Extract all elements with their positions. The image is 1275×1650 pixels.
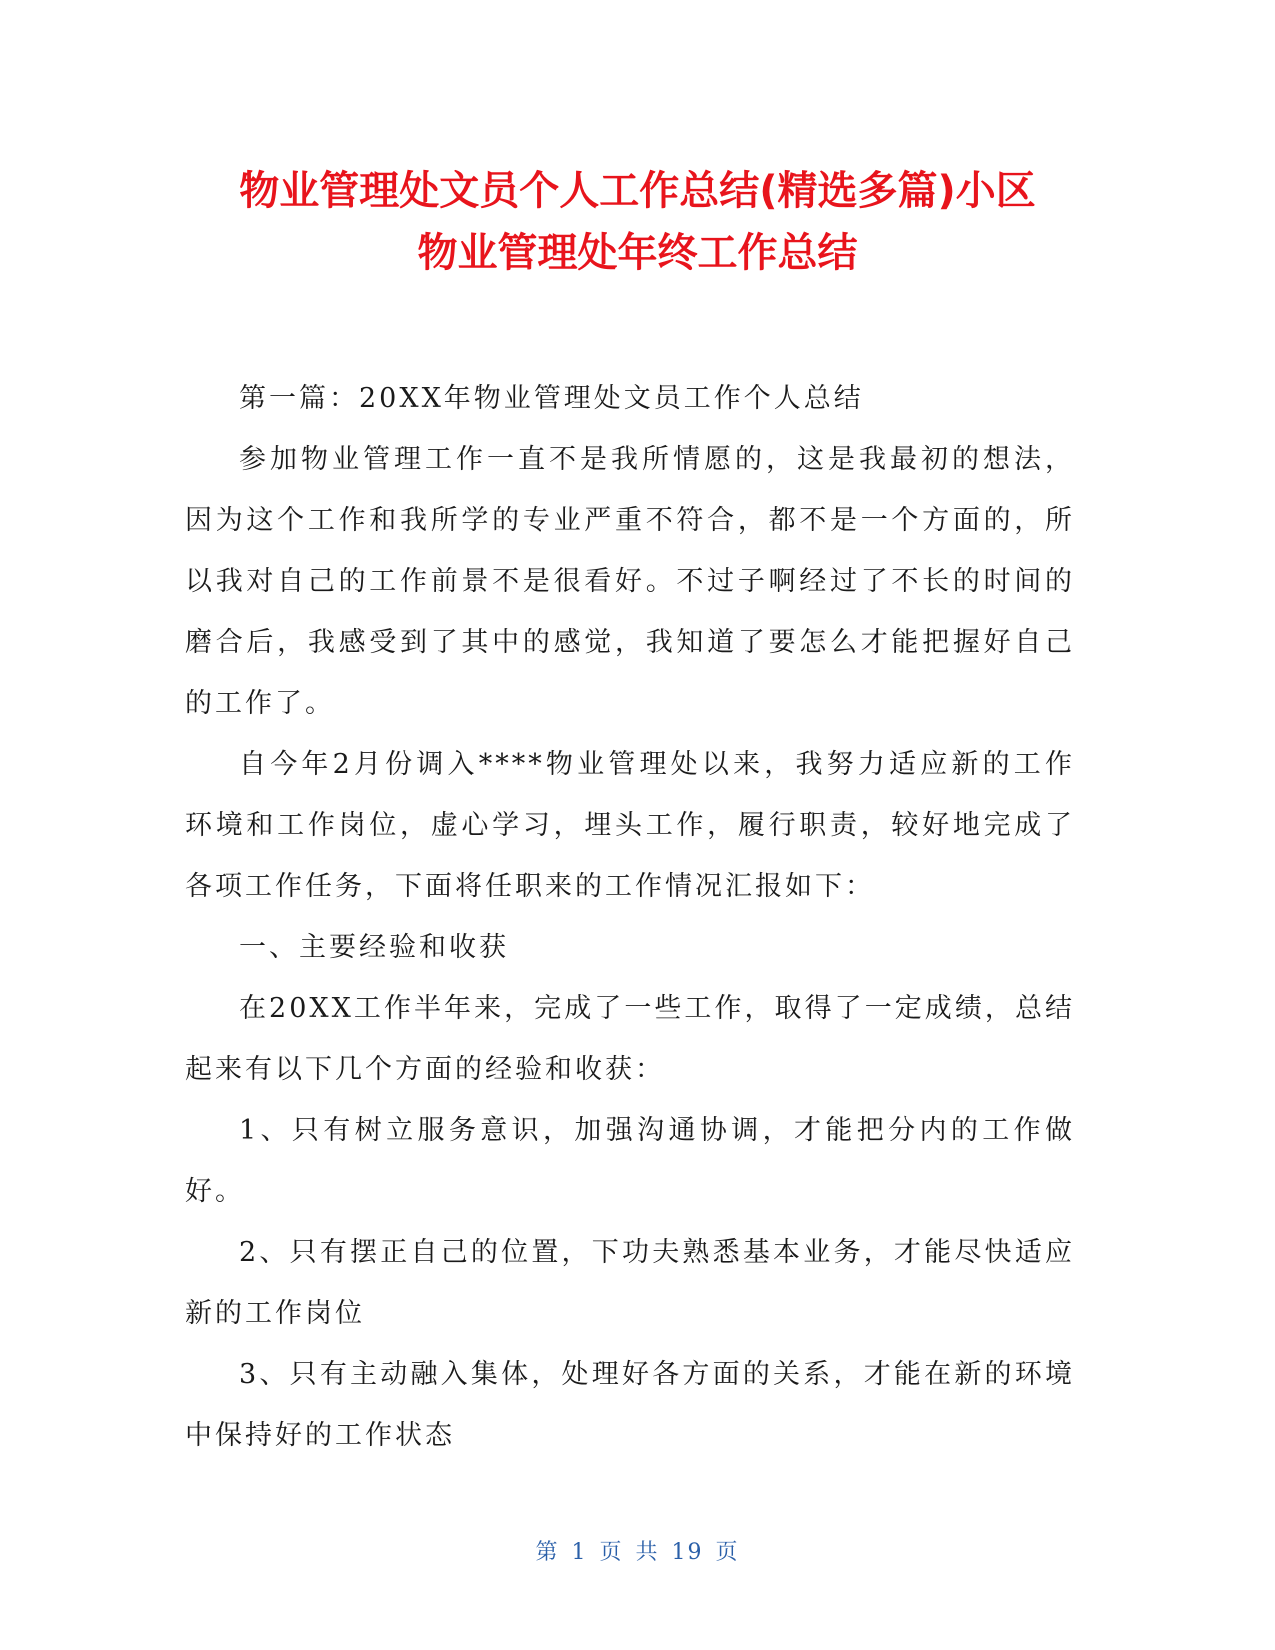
total-prefix: 共 <box>635 1540 660 1565</box>
document-title <box>150 160 1125 284</box>
page-label-mid: 页 <box>599 1540 624 1565</box>
title-line-1: 物业管理处文员个人工作总结(精选多篇)小区 <box>239 168 1036 214</box>
total-suffix: 页 <box>715 1540 740 1565</box>
paragraph: 自今年2月份调入****物业管理处以来，我努力适应新的工作环境和工作岗位，虚心学习，埋头工作，履行职责，较好地完成了各项工作任务，下面将任职来的工作情况汇报如下： <box>185 749 1075 902</box>
section-heading: 第一篇：20XX年物业管理处文员工作个人总结 <box>239 383 864 414</box>
title-line-2: 物业管理处年终工作总结 <box>417 230 858 276</box>
paragraph: 参加物业管理工作一直不是我所情愿的，这是我最初的想法，因为这个工作和我所学的专业严重不符合，都不是一个方面的，所以我对自己的工作前景不是很看好。不过子啊经过了不长的时间的磨合后，我感受到了其中的感觉，我知道了要怎么才能把握好自己的工作了。 <box>185 444 1075 719</box>
page-label-prefix: 第 <box>535 1540 560 1565</box>
list-item: 2、只有摆正自己的位置，下功夫熟悉基本业务，才能尽快适应新的工作岗位 <box>185 1237 1075 1329</box>
paragraph: 在20XX工作半年来，完成了一些工作，取得了一定成绩，总结起来有以下几个方面的经验和收获： <box>185 993 1075 1085</box>
list-item: 1、只有树立服务意识，加强沟通协调，才能把分内的工作做好。 <box>185 1115 1075 1207</box>
total-pages: 19 <box>671 1540 704 1565</box>
subsection-heading: 一、主要经验和收获 <box>239 932 509 963</box>
page-footer <box>0 1535 1275 1566</box>
page-number: 1 <box>571 1540 588 1565</box>
document-body <box>185 368 1075 1466</box>
list-item: 3、只有主动融入集体，处理好各方面的关系，才能在新的环境中保持好的工作状态 <box>185 1359 1075 1451</box>
